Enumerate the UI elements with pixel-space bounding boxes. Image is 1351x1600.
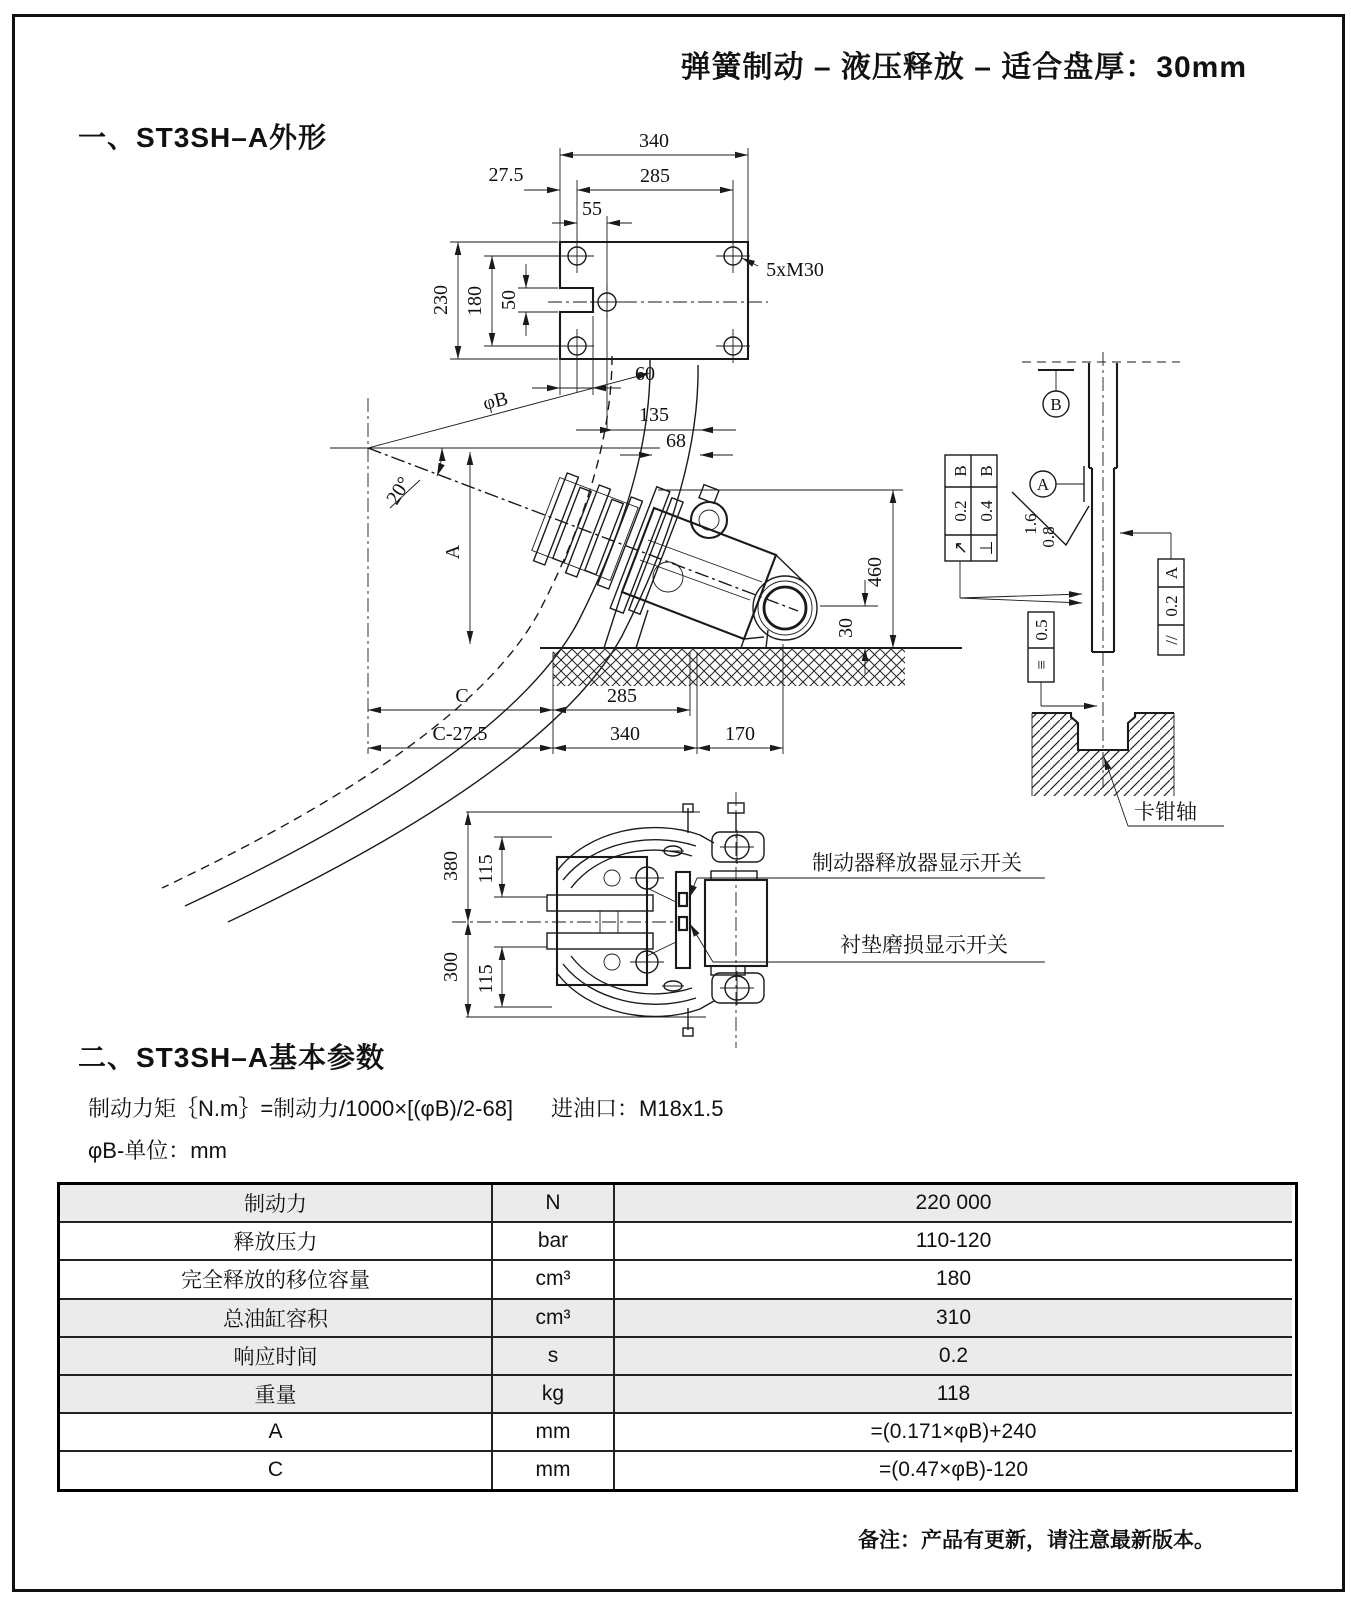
dim-300: 300 — [440, 952, 462, 982]
datum-a-label: A — [1036, 475, 1050, 494]
param-label: 释放压力 — [60, 1223, 493, 1261]
gdt-perp-datum: B — [977, 465, 996, 477]
runout-icon: ↗ — [951, 540, 970, 556]
param-value: 180 — [615, 1261, 1292, 1299]
dim-460: 460 — [864, 557, 886, 587]
param-value: 310 — [615, 1300, 1292, 1338]
gdt-sym-value: 0.5 — [1032, 619, 1051, 641]
param-value: =(0.171×φB)+240 — [615, 1414, 1292, 1452]
gdt-par-datum: A — [1162, 566, 1181, 580]
dim-60: 60 — [635, 363, 655, 385]
release-switch-mark — [679, 893, 687, 906]
section1-heading: 一、ST3SH–A外形 — [78, 122, 328, 153]
dim-68: 68 — [666, 430, 686, 452]
parameters-table — [57, 1182, 1298, 1492]
param-value: 118 — [615, 1376, 1292, 1414]
param-label: 制动力 — [60, 1185, 493, 1223]
perpendicularity-icon: ⊥ — [977, 540, 996, 556]
dim-180: 180 — [464, 286, 486, 316]
param-unit: mm — [493, 1452, 615, 1488]
dim-340: 340 — [639, 130, 669, 152]
dim-115-upper: 115 — [475, 854, 497, 884]
dim-C: C — [455, 685, 469, 707]
param-value: =(0.47×φB)-120 — [615, 1452, 1292, 1488]
disc-arc-outer — [228, 365, 698, 922]
gdt-frame-parallelism — [1158, 559, 1184, 655]
label-5xM30: 5xM30 — [766, 259, 824, 281]
mount-bracket — [557, 857, 647, 985]
roughness-upper: 1.6 — [1021, 513, 1040, 535]
dim-50: 50 — [498, 290, 520, 310]
dim-230: 230 — [430, 285, 452, 315]
pad-bar-upper — [547, 895, 653, 911]
param-unit: bar — [493, 1223, 615, 1261]
dim-27-5: 27.5 — [488, 164, 524, 186]
param-unit: kg — [493, 1376, 615, 1414]
dim-285-top: 285 — [640, 165, 670, 187]
param-unit: cm³ — [493, 1300, 615, 1338]
label-shaft: 卡钳轴 — [1134, 801, 1197, 824]
param-unit: cm³ — [493, 1261, 615, 1299]
footer-note: 备注：产品有更新，请注意最新版本。 — [858, 1529, 1215, 1552]
gdt-runout-datum: B — [951, 465, 970, 477]
param-label: C — [60, 1452, 493, 1488]
roughness-lower: 0.8 — [1039, 526, 1058, 548]
param-value: 220 000 — [615, 1185, 1292, 1223]
dim-170: 170 — [725, 723, 755, 745]
param-value: 110-120 — [615, 1223, 1292, 1261]
section-view — [945, 352, 1224, 826]
wear-switch-mark — [679, 917, 687, 930]
disc-arc-center — [162, 356, 612, 888]
param-label: A — [60, 1414, 493, 1452]
symmetry-icon: ≡ — [1032, 660, 1051, 670]
section2-heading: 二、ST3SH–A基本参数 — [78, 1042, 386, 1073]
param-label: 总油缸容积 — [60, 1300, 493, 1338]
label-wear-switch: 衬垫磨损显示开关 — [840, 934, 1008, 957]
caliper-assembly — [532, 473, 817, 648]
unit-note: φB-单位：mm — [88, 1138, 227, 1163]
dim-115-lower: 115 — [475, 964, 497, 994]
page-title: 弹簧制动 – 液压释放 – 适合盘厚：30mm — [680, 51, 1247, 84]
shaft-hatch — [1032, 713, 1174, 796]
gdt-par-value: 0.2 — [1162, 595, 1181, 617]
ground-hatch — [553, 648, 905, 686]
dim-135: 135 — [639, 404, 669, 426]
datum-b-label: B — [1050, 395, 1062, 414]
disc-arc-inner — [185, 360, 650, 906]
dim-55: 55 — [582, 198, 602, 220]
bolt-holes — [560, 239, 750, 363]
parallelism-icon: // — [1162, 635, 1181, 645]
gdt-frame-symmetry — [1028, 612, 1054, 682]
dim-C-27-5: C-27.5 — [432, 723, 488, 745]
gdt-perp-value: 0.4 — [977, 500, 996, 522]
top-view — [430, 130, 824, 430]
dim-340-side: 340 — [610, 723, 640, 745]
side-view — [162, 356, 962, 922]
label-release-switch: 制动器释放器显示开关 — [812, 852, 1022, 875]
param-unit: N — [493, 1185, 615, 1223]
formula-text: 制动力矩｛N.m｝=制动力/1000×[(φB)/2-68] — [88, 1096, 514, 1121]
dim-285-side: 285 — [607, 685, 637, 707]
dim-380: 380 — [440, 851, 462, 881]
front-view — [440, 792, 1045, 1048]
label-phiB: φB — [480, 387, 511, 415]
dim-30: 30 — [835, 618, 857, 638]
gdt-frame-runout-perp — [945, 455, 997, 561]
param-unit: s — [493, 1338, 615, 1376]
pad-bar-lower — [547, 933, 653, 949]
param-label: 完全释放的移位容量 — [60, 1261, 493, 1299]
param-label: 响应时间 — [60, 1338, 493, 1376]
dim-20deg: 20° — [382, 473, 416, 509]
banjo-fitting — [691, 502, 727, 538]
param-value: 0.2 — [615, 1338, 1292, 1376]
param-unit: mm — [493, 1414, 615, 1452]
oil-port-text: 进油口：M18x1.5 — [551, 1096, 724, 1121]
dim-A: A — [442, 544, 464, 560]
param-label: 重量 — [60, 1376, 493, 1414]
gdt-runout-value: 0.2 — [951, 500, 970, 522]
